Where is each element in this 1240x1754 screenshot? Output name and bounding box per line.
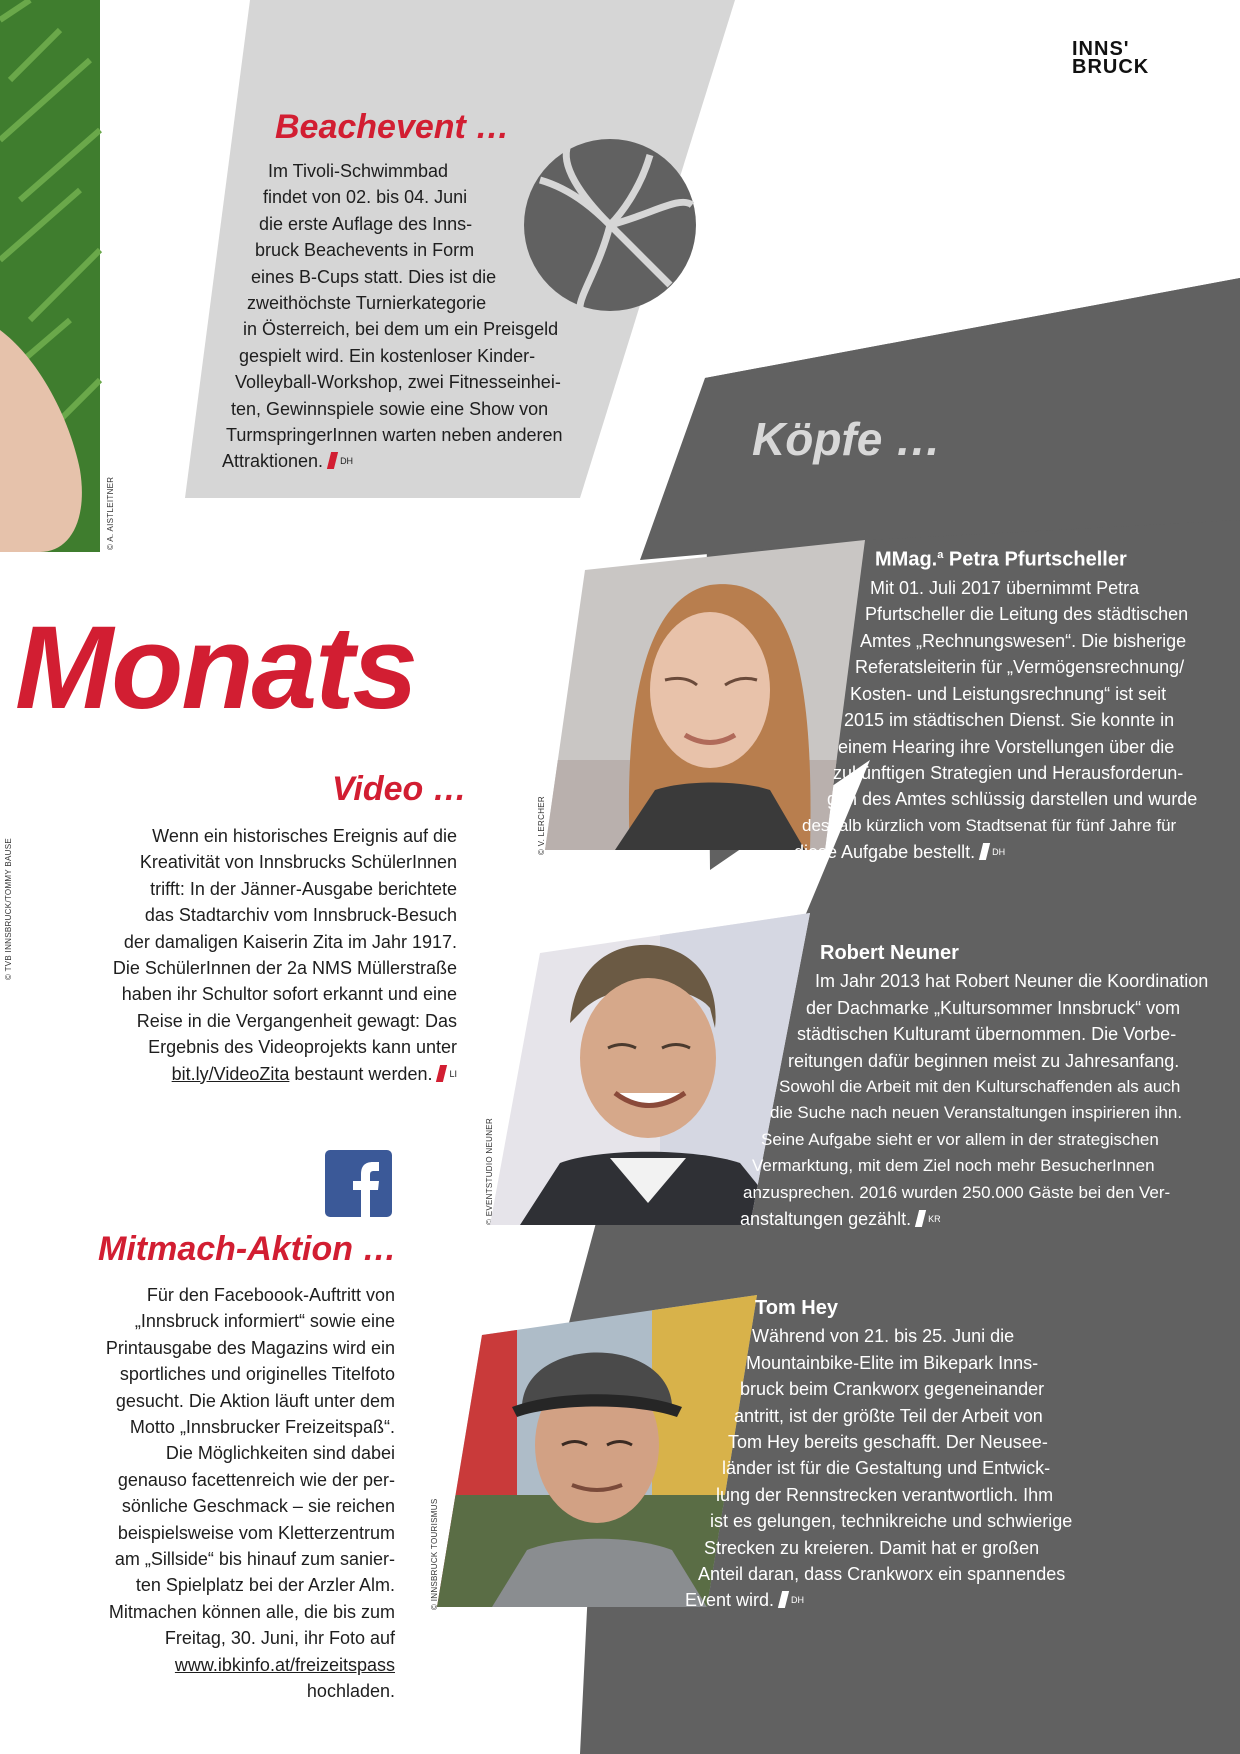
petra-line: 2015 im städtischen Dienst. Sie konnte in: [844, 710, 1175, 731]
credit-top-left-photo: © A. AISTLEITNER: [106, 476, 115, 550]
mitmach-line: sönliche Geschmack – sie reichen: [121, 1496, 395, 1517]
tom-line: Tom Hey bereits geschafft. Der Neusee-: [728, 1432, 1048, 1453]
innsbruck-logo: [1072, 40, 1149, 76]
beach-line: eines B-Cups statt. Dies ist die: [251, 266, 497, 287]
tom-line: lung der Rennstrecken verantwortlich. Ihm: [716, 1484, 1054, 1505]
mitmach-line: beispielsweise vom Kletterzentrum: [117, 1522, 395, 1543]
end-mark: [327, 452, 338, 469]
mitmach-line: Für den Faceboook-Auftritt von: [146, 1285, 395, 1305]
beach-last-text: Attraktionen.: [222, 451, 324, 472]
robert-line: anzusprechen. 2016 wurden 250.000 Gäste bei den Ver-: [743, 1182, 1171, 1202]
robert-line: Seine Aufgabe sieht er vor allem in der strategischen: [761, 1129, 1159, 1149]
video-line: Ergebnis des Videoprojekts kann unter: [148, 1037, 457, 1058]
petra-name: [875, 542, 1240, 573]
beach-line: die erste Auflage des Inns-: [259, 213, 473, 234]
petra-last-text: diese Aufgabe bestellt.: [794, 842, 976, 863]
video-line: Kreativität von Innsbrucks SchülerInnen: [139, 852, 457, 873]
tom-line: Während von 21. bis 25. Juni die: [752, 1326, 1015, 1347]
facebook-icon[interactable]: [325, 1150, 392, 1217]
beach-line: zweithöchste Turnierkategorie: [247, 293, 487, 314]
tom-text: [610, 1295, 1240, 1614]
robert-last-line: [740, 1206, 1240, 1232]
video-line: der damaligen Kaiserin Zita im Jahr 1917.: [123, 931, 457, 952]
petra-line: deshalb kürzlich vom Stadtsenat für fünf Jahre für: [802, 815, 1177, 835]
end-mark: [436, 1065, 447, 1082]
robert-line: die Suche nach neuen Veranstaltungen inspirieren ihn.: [770, 1103, 1183, 1123]
robert-line: Vermarktung, mit dem Ziel noch mehr BesucherInnen: [752, 1156, 1155, 1176]
tom-line: Strecken zu kreieren. Damit hat er großen: [704, 1537, 1040, 1558]
robert-line: Im Jahr 2013 hat Robert Neuner die Koordination: [815, 971, 1209, 992]
beach-initials: DH: [340, 456, 354, 467]
logo-line-1: INNS': [1072, 38, 1130, 60]
beach-line: TurmspringerInnen warten neben anderen: [226, 425, 563, 446]
credit-robert-photo: © EVENTSTUDIO NEUNER: [485, 1117, 494, 1225]
tom-line: Anteil daran, dass Crankworx ein spannendes: [698, 1564, 1066, 1585]
mitmach-line: sportliches und originelles Titelfoto: [119, 1364, 395, 1385]
video-line: Reise in die Vergangenheit gewagt: Das: [136, 1010, 457, 1031]
robert-name: Robert Neuner: [820, 942, 959, 964]
tom-line: ist es gelungen, technikreiche und schwierige: [710, 1511, 1073, 1532]
robert-initials: KR: [928, 1214, 941, 1225]
mitmach-line: Freitag, 30. Juni, ihr Foto auf: [164, 1628, 395, 1649]
beach-line: bruck Beachevents in Form: [255, 240, 475, 261]
koepfe-title: Köpfe …: [752, 413, 942, 465]
end-mark: [979, 843, 990, 860]
tom-last-line: [685, 1587, 1240, 1613]
mitmach-link[interactable]: www.ibkinfo.at/freizeitspass: [174, 1654, 395, 1675]
video-last-line: [92, 1061, 457, 1087]
mitmach-title: Mitmach-Aktion …: [98, 1230, 397, 1268]
tom-line: antritt, ist der größte Teil der Arbeit von: [734, 1405, 1043, 1426]
video-line: trifft: In der Jänner-Ausgabe berichtete: [150, 878, 457, 899]
petra-line: gen des Amtes schlüssig darstellen und wurde: [827, 789, 1198, 810]
beach-line: ten, Gewinnspiele sowie eine Show von: [231, 398, 549, 419]
petra-line: einem Hearing ihre Vorstellungen über die: [838, 736, 1175, 757]
tom-line: bruck beim Crankworx gegeneinander: [740, 1379, 1045, 1400]
robert-line: der Dachmarke „Kultursommer Innsbruck“ vom: [806, 997, 1181, 1018]
mitmach-text: [60, 1282, 395, 1705]
video-text: [92, 823, 457, 1087]
headline: Monats: [15, 602, 416, 734]
petra-line: Referatsleiterin für „Vermögensrechnung/: [855, 657, 1185, 678]
mitmach-line: genauso facettenreich wie der per-: [117, 1469, 395, 1490]
end-mark: [915, 1210, 926, 1227]
beach-text: [220, 158, 600, 475]
beach-line: Volleyball-Workshop, zwei Fitnesseinhei-: [235, 372, 561, 393]
robert-last-text: anstaltungen gezählt.: [740, 1209, 912, 1230]
mitmach-line: Die Möglichkeiten sind dabei: [165, 1443, 395, 1464]
video-initials: LI: [449, 1068, 457, 1079]
petra-line: Amtes „Rechnungswesen“. Die bisherige: [860, 630, 1187, 651]
mitmach-line: Printausgabe des Magazins wird ein: [105, 1337, 395, 1358]
video-line: Die SchülerInnen der 2a NMS Müllerstraße: [112, 958, 457, 979]
video-title: Video …: [332, 770, 467, 808]
mitmach-line: Mitmachen können alle, die bis zum: [108, 1601, 395, 1622]
mitmach-line: „Innsbruck informiert“ sowie eine: [134, 1311, 395, 1332]
petra-last-line: [794, 839, 1240, 865]
beach-line: findet von 02. bis 04. Juni: [263, 187, 468, 208]
end-mark: [778, 1591, 789, 1608]
petra-name-sup: a: [937, 549, 944, 561]
video-line: das Stadtarchiv vom Innsbruck-Besuch: [144, 905, 457, 926]
credit-left-margin: © TVB INNSBRUCK/TOMMY BAUSE: [4, 837, 13, 980]
logo-line-2: BRUCK: [1072, 56, 1150, 78]
petra-line: zukünftigen Strategien und Herausforderun-: [833, 762, 1184, 783]
tom-last-text: Event wird.: [685, 1590, 775, 1611]
robert-text: [660, 940, 1240, 1232]
robert-line: reitungen dafür beginnen meist zu Jahresanfang.: [788, 1050, 1180, 1071]
mitmach-line: am „Sillside“ bis hinauf zum sanier-: [114, 1549, 395, 1570]
credit-petra-photo: © V. LERCHER: [537, 796, 546, 855]
beach-title: Beachevent …: [275, 108, 510, 146]
tom-line: länder ist für die Gestaltung und Entwick-: [722, 1458, 1051, 1479]
mitmach-line: Motto „Innsbrucker Freizeitspaß“.: [129, 1417, 395, 1438]
robert-line: städtischen Kulturamt übernommen. Die Vorbe-: [797, 1024, 1177, 1045]
petra-line: Mit 01. Juli 2017 übernimmt Petra: [870, 578, 1140, 599]
credit-tom-photo: © INNSBRUCK TOURISMUS: [430, 1498, 439, 1610]
petra-line: Pfurtscheller die Leitung des städtischen: [865, 604, 1189, 625]
petra-name-rest: Petra Pfurtscheller: [943, 548, 1127, 571]
facebook-f-glyph: [325, 1150, 392, 1217]
petra-text: [780, 542, 1240, 866]
beach-line: Im Tivoli-Schwimmbad: [268, 161, 449, 181]
mitmach-last-line: hochladen.: [306, 1681, 395, 1702]
tom-name: Tom Hey: [755, 1297, 838, 1319]
mitmach-line: gesucht. Die Aktion läuft unter dem: [115, 1390, 395, 1411]
video-last-text: bestaunt werden.: [289, 1063, 433, 1084]
robert-line: Sowohl die Arbeit mit den Kulturschaffenden als auch: [779, 1077, 1181, 1097]
video-line: haben ihr Schultor sofort erkannt und eine: [121, 984, 457, 1005]
beach-last-line: [222, 448, 600, 474]
video-line: Wenn ein historisches Ereignis auf die: [152, 826, 457, 846]
mitmach-line: ten Spielplatz bei der Arzler Alm.: [135, 1575, 395, 1596]
petra-line: Kosten- und Leistungsrechnung“ ist seit: [850, 683, 1167, 704]
beach-line: in Österreich, bei dem um ein Preisgeld: [243, 319, 559, 340]
petra-name-prefix: MMag.: [875, 548, 938, 571]
petra-initials: DH: [992, 847, 1006, 858]
tom-line: Mountainbike-Elite im Bikepark Inns-: [746, 1352, 1039, 1373]
beach-line: gespielt wird. Ein kostenloser Kinder-: [239, 345, 536, 366]
video-link[interactable]: bit.ly/VideoZita: [171, 1063, 290, 1084]
tom-initials: DH: [791, 1595, 805, 1606]
